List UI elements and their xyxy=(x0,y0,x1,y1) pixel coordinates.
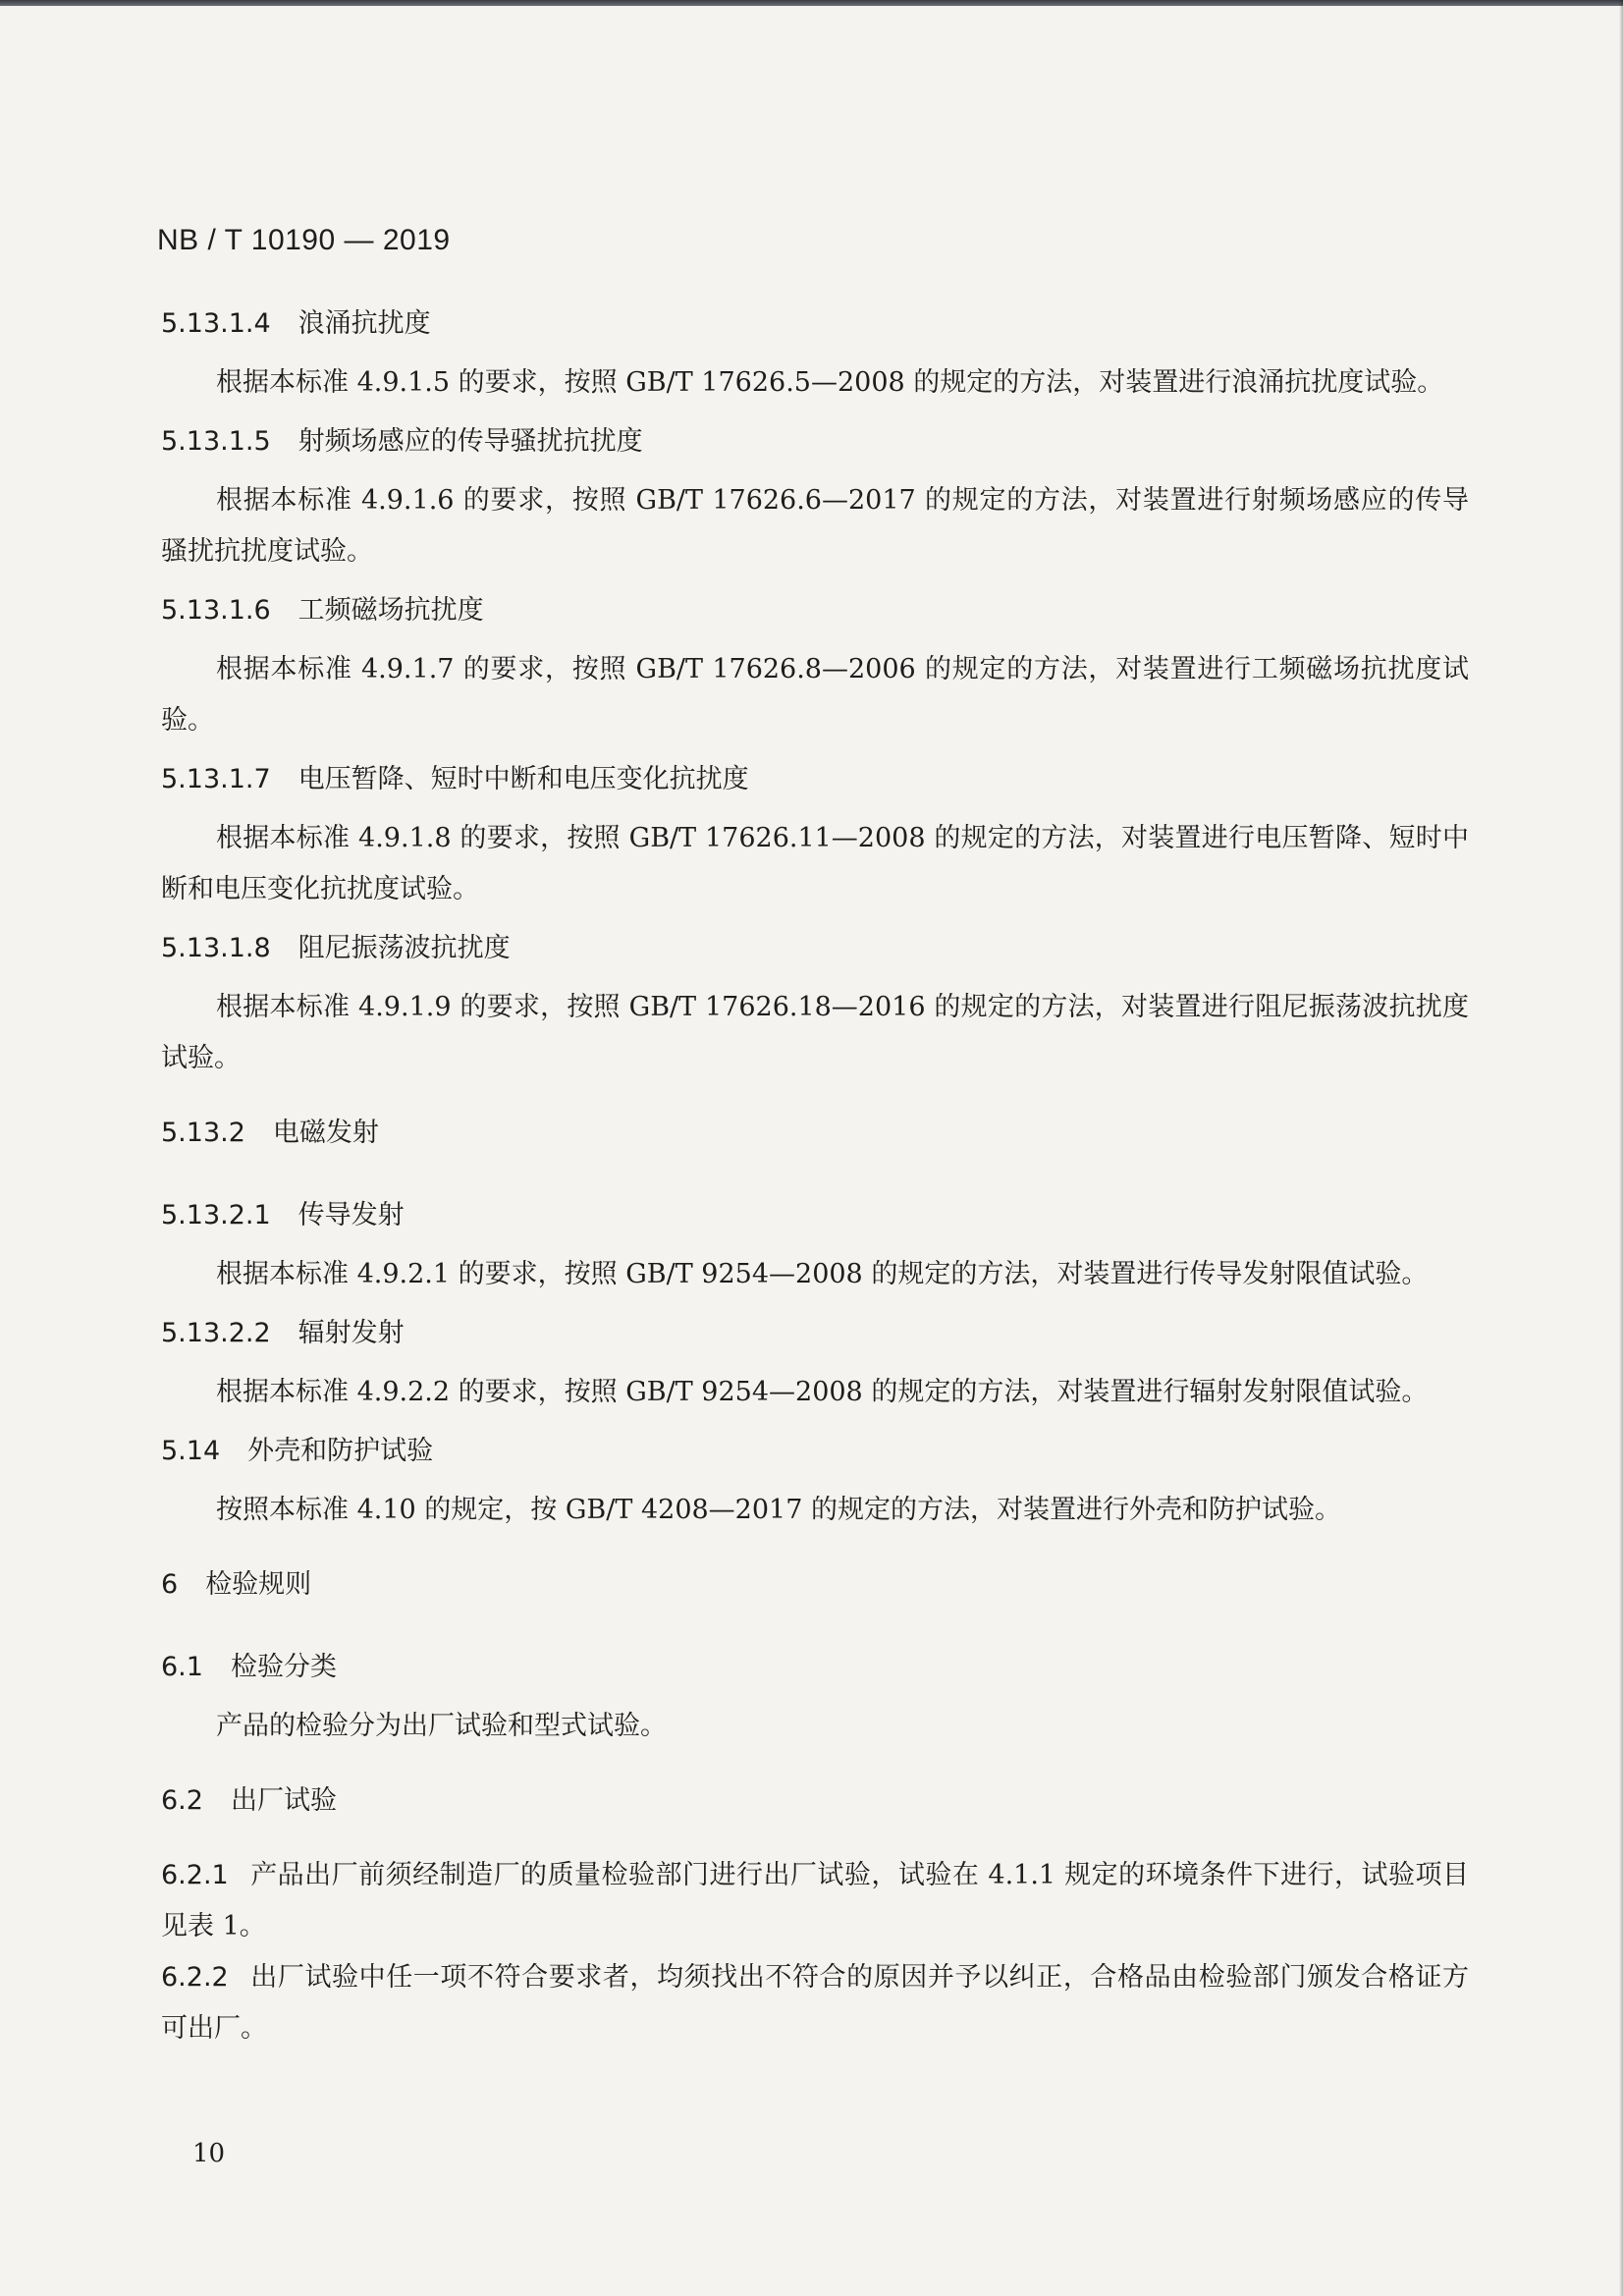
section-paragraph: 根据本标准 4.9.1.7 的要求，按照 GB/T 17626.8—2006 的规定的方法，对装置进行工频磁场抗扰度试验。 xyxy=(161,654,1469,736)
clause-text: 出厂试验中任一项不符合要求者，均须找出不符合的原因并予以纠正，合格品由检验部门颁发合格证方可出厂。 xyxy=(161,1962,1469,2044)
section-paragraph: 根据本标准 4.9.1.9 的要求，按照 GB/T 17626.18—2016 的规定的方法，对装置进行阻尼振荡波抗扰度试验。 xyxy=(161,992,1469,1073)
section-number: 5.13.1.7 xyxy=(161,764,271,794)
section-heading xyxy=(161,1781,1469,1821)
section-heading xyxy=(161,591,1469,630)
document-body xyxy=(161,304,1469,2054)
section-heading xyxy=(161,1196,1469,1235)
section-title: 外壳和防护试验 xyxy=(247,1436,434,1466)
section-number: 5.13.1.5 xyxy=(161,426,271,457)
section-title: 阻尼振荡波抗扰度 xyxy=(298,933,511,963)
section-title: 电压暂降、短时中断和电压变化抗扰度 xyxy=(298,764,749,794)
section-title: 检验规则 xyxy=(205,1569,312,1600)
section-number: 5.13.1.4 xyxy=(161,308,271,339)
scan-edge-top xyxy=(0,0,1623,6)
section-paragraph: 根据本标准 4.9.2.1 的要求，按照 GB/T 9254—2008 的规定的方法，对装置进行传导发射限值试验。 xyxy=(216,1259,1429,1289)
section-number: 6.1 xyxy=(161,1652,203,1682)
section-number: 5.13.2.2 xyxy=(161,1318,271,1348)
section-heading xyxy=(161,422,1469,462)
scan-edge-right xyxy=(1619,0,1623,2296)
clause-paragraph xyxy=(161,1850,1469,1952)
section-heading xyxy=(161,929,1469,968)
section-paragraph: 根据本标准 4.9.1.6 的要求，按照 GB/T 17626.6—2017 的规定的方法，对装置进行射频场感应的传导骚扰抗扰度试验。 xyxy=(161,485,1469,567)
section-heading xyxy=(161,1432,1469,1471)
section-title: 射频场感应的传导骚扰抗扰度 xyxy=(298,426,643,457)
section-number: 5.13.2 xyxy=(161,1118,245,1148)
section-heading xyxy=(161,1314,1469,1353)
section-number: 5.13.1.8 xyxy=(161,933,271,963)
section-number: 6.2 xyxy=(161,1785,203,1816)
section-heading xyxy=(161,1648,1469,1687)
section-title: 电磁发射 xyxy=(272,1118,379,1148)
section-title: 辐射发射 xyxy=(298,1318,405,1348)
page-number: 10 xyxy=(192,2139,226,2168)
section-paragraph: 根据本标准 4.9.2.2 的要求，按照 GB/T 9254—2008 的规定的方法，对装置进行辐射发射限值试验。 xyxy=(216,1377,1429,1407)
section-heading xyxy=(161,760,1469,799)
section-paragraph: 产品的检验分为出厂试验和型式试验。 xyxy=(216,1711,667,1741)
section-title: 工频磁场抗扰度 xyxy=(298,595,484,626)
section-number: 6 xyxy=(161,1569,179,1600)
section-heading xyxy=(161,1114,1469,1153)
chapter-heading xyxy=(161,1565,1469,1605)
clause-number: 6.2.2 xyxy=(161,1962,229,1993)
section-paragraph: 根据本标准 4.9.1.8 的要求，按照 GB/T 17626.11—2008 的规定的方法，对装置进行电压暂降、短时中断和电压变化抗扰度试验。 xyxy=(161,823,1469,904)
section-title: 浪涌抗扰度 xyxy=(298,308,431,339)
section-heading xyxy=(161,304,1469,344)
section-paragraph: 按照本标准 4.10 的规定，按 GB/T 4208—2017 的规定的方法，对装置进行外壳和防护试验。 xyxy=(216,1495,1341,1525)
section-number: 5.14 xyxy=(161,1436,221,1466)
standard-code-header: NB / T 10190 — 2019 xyxy=(157,224,451,256)
section-number: 5.13.2.1 xyxy=(161,1200,271,1230)
clause-text: 产品出厂前须经制造厂的质量检验部门进行出厂试验，试验在 4.1.1 规定的环境条件下进行，试验项目见表 1。 xyxy=(161,1860,1469,1941)
section-paragraph: 根据本标准 4.9.1.5 的要求，按照 GB/T 17626.5—2008 的规定的方法，对装置进行浪涌抗扰度试验。 xyxy=(216,367,1444,398)
clause-paragraph xyxy=(161,1952,1469,2054)
section-title: 传导发射 xyxy=(298,1200,405,1230)
section-title: 出厂试验 xyxy=(230,1785,337,1816)
clause-number: 6.2.1 xyxy=(161,1860,229,1890)
section-title: 检验分类 xyxy=(230,1652,337,1682)
section-number: 5.13.1.6 xyxy=(161,595,271,626)
